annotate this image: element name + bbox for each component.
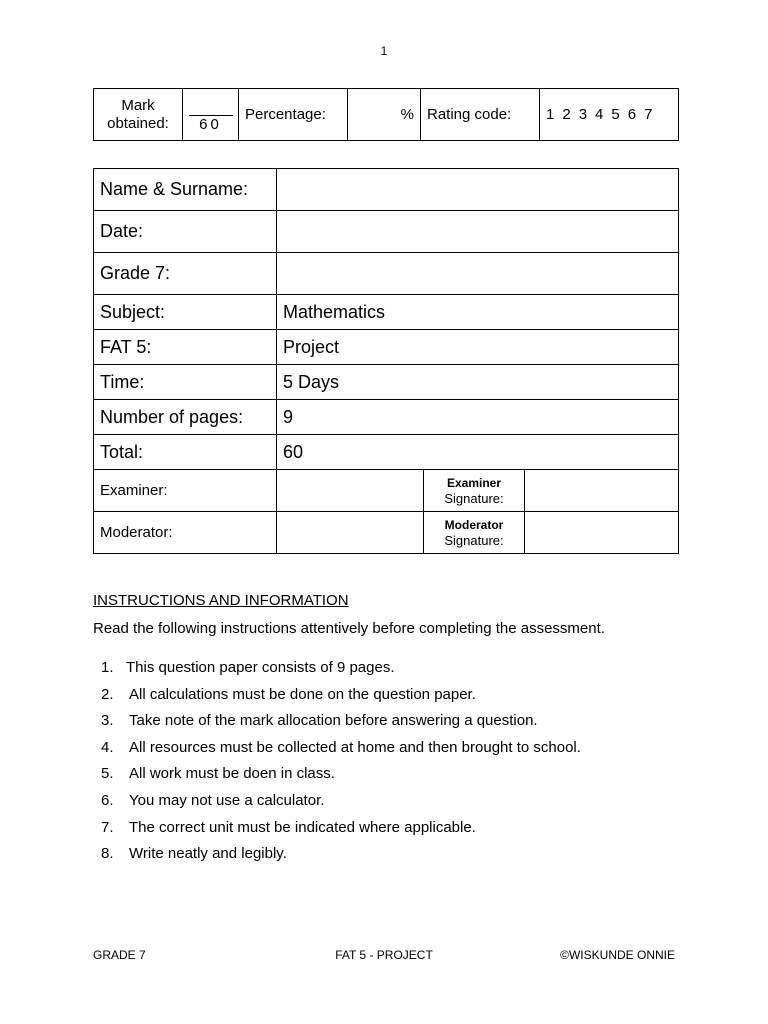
mark-label-line1: Mark <box>121 96 155 114</box>
rating-code-6[interactable]: 6 <box>627 106 637 123</box>
moderator-signature-field[interactable] <box>525 512 679 554</box>
list-item-number: 1. <box>101 659 114 676</box>
subject-label: Subject: <box>94 295 277 330</box>
list-item-text: All calculations must be done on the question paper. <box>129 685 476 703</box>
name-field[interactable] <box>277 169 679 211</box>
examiner-sig-title: Examiner <box>446 475 502 490</box>
rating-codes <box>540 89 679 141</box>
footer-copyright: ©WISKUNDE ONNIE <box>560 948 675 962</box>
rating-code-2[interactable]: 2 <box>562 106 571 123</box>
list-item-number: 4. <box>101 738 114 756</box>
time-label: Time: <box>94 365 277 400</box>
name-label: Name & Surname: <box>94 169 277 211</box>
pages-value: 9 <box>277 400 679 435</box>
list-item <box>93 815 581 842</box>
rating-code-1[interactable]: 1 <box>546 106 555 123</box>
grade-label: Grade 7: <box>94 253 277 295</box>
list-item <box>93 708 581 735</box>
list-item-number: 7. <box>101 818 114 836</box>
footer-title: FAT 5 - PROJECT <box>335 948 433 962</box>
list-item <box>93 655 581 682</box>
mark-total: 60 <box>189 115 233 133</box>
examiner-signature-field[interactable] <box>525 470 679 512</box>
list-item-number: 5. <box>101 765 114 783</box>
mark-obtained-label <box>94 89 183 141</box>
list-item-text: All work must be doen in class. <box>129 765 335 783</box>
time-value: 5 Days <box>277 365 679 400</box>
percentage-label: Percentage: <box>239 89 348 141</box>
list-item-number: 6. <box>101 791 114 809</box>
date-field[interactable] <box>277 211 679 253</box>
instructions-intro: Read the following instructions attentively before completing the assessment. <box>93 620 605 637</box>
total-label: Total: <box>94 435 277 470</box>
fat-label: FAT 5: <box>94 330 277 365</box>
list-item-text: You may not use a calculator. <box>129 791 325 809</box>
examiner-sig-sub: Signature: <box>444 490 504 506</box>
moderator-sig-title: Moderator <box>444 517 504 532</box>
moderator-signature-label <box>424 512 525 554</box>
moderator-sig-sub: Signature: <box>444 532 504 548</box>
page-number: 1 <box>380 44 388 58</box>
list-item-number: 3. <box>101 712 114 730</box>
date-label: Date: <box>94 211 277 253</box>
list-item-text: This question paper consists of 9 pages. <box>126 659 395 676</box>
rating-code-3[interactable]: 3 <box>578 106 588 123</box>
rating-code-4[interactable]: 4 <box>595 106 604 123</box>
subject-value: Mathematics <box>277 295 679 330</box>
moderator-label: Moderator: <box>94 512 277 554</box>
instructions-list <box>93 655 581 868</box>
list-item-text: The correct unit must be indicated where applicable. <box>129 818 476 836</box>
list-item <box>93 841 581 868</box>
list-item-number: 8. <box>101 845 114 863</box>
examiner-field[interactable] <box>277 470 424 512</box>
examiner-signature-label <box>424 470 525 512</box>
list-item <box>93 735 581 762</box>
list-item <box>93 682 581 709</box>
mark-label-line2: obtained: <box>107 114 169 132</box>
fat-value: Project <box>277 330 679 365</box>
grade-field[interactable] <box>277 253 679 295</box>
mark-obtained-cell[interactable] <box>183 89 239 141</box>
info-table <box>93 168 679 554</box>
footer-grade: GRADE 7 <box>93 948 146 962</box>
rating-code-7[interactable]: 7 <box>644 106 653 123</box>
percentage-cell[interactable]: % <box>348 89 421 141</box>
pages-label: Number of pages: <box>94 400 277 435</box>
list-item <box>93 788 581 815</box>
moderator-field[interactable] <box>277 512 424 554</box>
rating-code-label: Rating code: <box>421 89 540 141</box>
list-item <box>93 761 581 788</box>
list-item-text: Write neatly and legibly. <box>129 845 287 863</box>
examiner-label: Examiner: <box>94 470 277 512</box>
list-item-text: Take note of the mark allocation before answering a question. <box>129 712 538 730</box>
total-value: 60 <box>277 435 679 470</box>
instructions-title: INSTRUCTIONS AND INFORMATION <box>93 592 349 609</box>
list-item-text: All resources must be collected at home and then brought to school. <box>129 738 581 756</box>
rating-code-5[interactable]: 5 <box>611 106 620 123</box>
list-item-number: 2. <box>101 685 114 703</box>
mark-table <box>93 88 679 141</box>
